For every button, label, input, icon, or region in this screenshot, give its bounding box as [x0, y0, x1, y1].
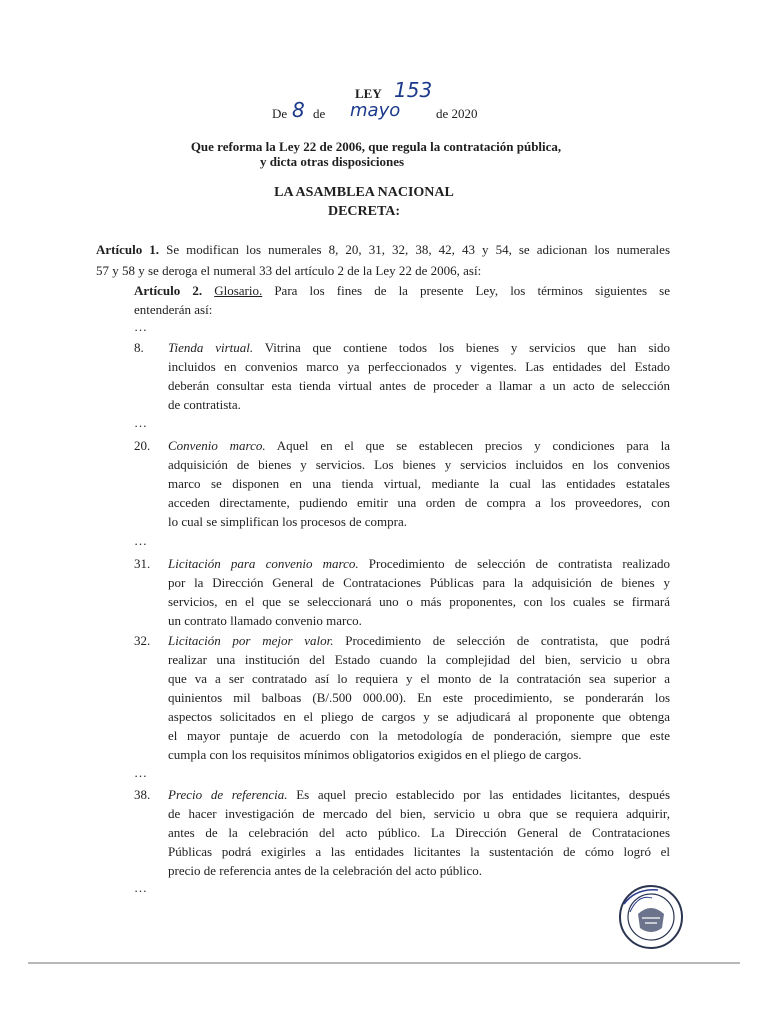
article-1-line-2: 57 y 58 y se deroga el numeral 33 del artículo 2 de la Ley 22 de 2006, así:	[96, 263, 482, 278]
item-term: Tienda virtual.	[168, 340, 254, 355]
item-32-line-2: realizar una institución del Estado cuando la complejidad del bien, servicio u obra	[168, 652, 670, 667]
item-number: 32.	[134, 633, 151, 648]
article-2-text-1: Para los fines de la presente Ley, los términos siguientes se	[274, 283, 671, 298]
item-32-line-7: cumpla con los requisitos mínimos obligatorios exigidos en el pliego de cargos.	[168, 747, 582, 762]
item-32-line-3: que va a ser contratado así lo requiera y el monto de la contratación sea superior a	[168, 671, 670, 686]
article-2-label: Artículo 2.	[134, 283, 203, 298]
decreta-heading: DECRETA:	[327, 204, 401, 219]
item-38-line-1	[168, 787, 670, 803]
page-footer-divider	[28, 962, 740, 964]
ley-number-handwritten: 153	[394, 78, 433, 102]
assembly-heading: LA ASAMBLEA NACIONAL	[274, 185, 454, 200]
item-38-line-4: Públicas podrá exigirles a las entidades licitantes la sustentación de cómo logró el	[168, 844, 670, 859]
item-31-line-4: un contrato llamado convenio marco.	[168, 613, 362, 628]
item-38-line-2: de hacer investigación de mercado del bien, servicio u obra que se requiera adquirir,	[168, 806, 670, 821]
article-2-line-2: entenderán así:	[134, 302, 213, 317]
item-20-line-5: lo cual se simplifican los procesos de compra.	[168, 514, 407, 529]
item-32-line-1	[168, 633, 670, 649]
item-31-line-2: por la Dirección General de Contrataciones Públicas para la adquisición de bienes y	[168, 575, 670, 590]
official-seal-icon	[618, 884, 684, 950]
item-text: Es aquel precio establecido por las entidades licitantes, después	[296, 787, 671, 802]
item-20-line-3: marco se disponen en una tienda virtual, mediante la cual las entidades estatales	[168, 476, 670, 491]
date-de-1: De	[272, 106, 288, 121]
ellipsis-4: …	[134, 765, 148, 780]
item-term: Licitación por mejor valor.	[168, 633, 334, 648]
article-1-label: Artículo 1.	[96, 242, 160, 257]
ellipsis-3: …	[134, 533, 148, 548]
item-38-line-3: antes de la celebración del acto público. La Dirección General de Contrataciones	[168, 825, 670, 840]
glosario-term: Glosario.	[214, 283, 263, 298]
article-1-line-1	[96, 242, 670, 258]
item-8-line-1	[168, 340, 670, 356]
item-32-line-6: el mayor puntaje de acuerdo con la metodología de ponderación, siempre que este	[168, 728, 670, 743]
item-number: 8.	[134, 340, 144, 355]
item-31-line-3: servicios, en el que se seleccionará uno o más proponentes, con los cuales se firmará	[168, 594, 670, 609]
item-number: 31.	[134, 556, 151, 571]
item-text: Procedimiento de selección de contratista, que podrá	[345, 633, 671, 648]
item-8-line-4: de contratista.	[168, 397, 241, 412]
ellipsis-2: …	[134, 415, 148, 430]
ellipsis-5: …	[134, 880, 148, 895]
item-20-line-1	[168, 438, 670, 454]
ellipsis-1: …	[134, 319, 148, 334]
article-2-line-1	[134, 283, 670, 299]
day-handwritten: 8	[292, 98, 305, 122]
article-1-text-1: Se modifican los numerales 8, 20, 31, 32, 38, 42, 43 y 54, se adicionan los numerales	[166, 242, 670, 257]
item-number: 38.	[134, 787, 151, 802]
item-term: Licitación para convenio marco.	[168, 556, 359, 571]
month-handwritten: mayo	[350, 100, 401, 121]
item-8-line-3: deberán consultar esta tienda virtual antes de proceder a llamar a un acto de selección	[168, 378, 670, 393]
date-de-2: de	[313, 106, 326, 121]
item-text: Procedimiento de selección de contratista realizado	[368, 556, 671, 571]
law-title-line-2: y dicta otras disposiciones	[259, 154, 405, 169]
item-32-line-4: quinientos mil balboas (B/.500 000.00). En este procedimiento, se ponderarán los	[168, 690, 670, 705]
item-20-line-4: acceden directamente, pudiendo emitir una orden de compra a los proveedores, con	[168, 495, 670, 510]
item-number: 20.	[134, 438, 151, 453]
item-31-line-1	[168, 556, 670, 572]
item-term: Precio de referencia.	[168, 787, 288, 802]
law-title-line-1: Que reforma la Ley 22 de 2006, que regula la contratación pública,	[190, 139, 562, 154]
ley-label: LEY	[355, 86, 382, 101]
date-year: de 2020	[436, 106, 478, 121]
item-text: Aquel en el que se establecen precios y condiciones para la	[276, 438, 670, 453]
item-20-line-2: adquisición de bienes y servicios. Los bienes y servicios incluidos en los convenios	[168, 457, 670, 472]
item-32-line-5: aspectos solicitados en el pliego de cargos y se adjudicará al proponente que obtenga	[168, 709, 670, 724]
item-8-line-2: incluidos en convenios marco ya perfeccionados y vigentes. Las entidades del Estado	[168, 359, 670, 374]
item-38-line-5: precio de referencia antes de la celebración del acto público.	[168, 863, 482, 878]
item-term: Convenio marco.	[168, 438, 266, 453]
item-text: Vitrina que contiene todos los bienes y servicios que han sido	[264, 340, 671, 355]
